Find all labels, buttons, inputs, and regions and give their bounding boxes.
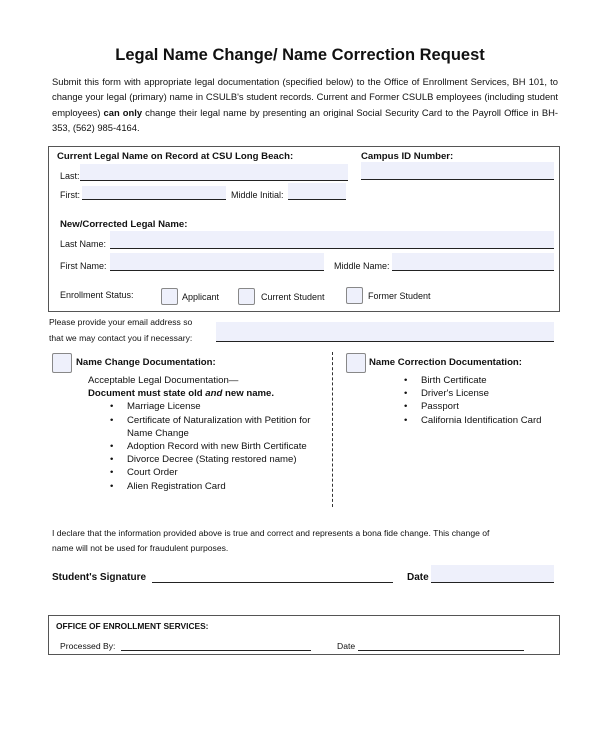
email-label-1: Please provide your email address so [49,317,193,327]
new-last-name-field[interactable] [110,231,554,249]
signature-date-label: Date [407,572,429,583]
intro-paragraph [52,74,558,135]
office-heading: OFFICE OF ENROLLMENT SERVICES: [56,621,209,631]
current-student-label: Current Student [261,292,325,302]
processed-by-label: Processed By: [60,641,116,651]
must-text-c: new name. [222,388,275,399]
former-student-checkbox[interactable] [346,287,363,304]
current-student-checkbox[interactable] [238,288,255,305]
signature-date-field[interactable] [431,565,554,583]
bullet-icon: • [110,401,114,412]
list-item: Adoption Record with new Birth Certificate [127,441,307,452]
enrollment-status-label: Enrollment Status: [60,290,134,300]
signature-line[interactable] [152,582,393,583]
list-item: Alien Registration Card [127,481,226,492]
name-correction-heading: Name Correction Documentation: [369,357,522,368]
list-item: Name Change [127,428,189,439]
email-label-2: that we may contact you if necessary: [49,333,193,343]
processed-by-line[interactable] [121,650,311,651]
list-item: Court Order [127,467,178,478]
office-date-line[interactable] [358,650,524,651]
current-first-name-field[interactable] [82,186,226,200]
applicant-checkbox[interactable] [161,288,178,305]
former-student-label: Former Student [368,291,431,301]
name-change-checkbox[interactable] [52,353,72,373]
list-item: Birth Certificate [421,375,487,386]
bullet-icon: • [110,415,114,426]
first-label: First: [60,190,80,200]
intro-text: Submit this form with appropriate legal documentation (specified below) to the Office of Enrollment Services, BH 101, to change your legal (primary) name in CSULB's student records. Current and Former CSULB employees (including student employees) [52,76,558,118]
list-item: Passport [421,401,459,412]
campus-id-label: Campus ID Number: [361,151,454,162]
current-last-name-field[interactable] [80,164,348,181]
list-item: Divorce Decree (Stating restored name) [127,454,297,465]
bullet-icon: • [404,375,408,386]
new-name-heading: New/Corrected Legal Name: [60,219,188,230]
new-last-label: Last Name: [60,239,107,249]
list-item: California Identification Card [421,415,542,426]
must-text-and: and [205,388,223,399]
bullet-icon: • [404,401,408,412]
new-middle-name-field[interactable] [392,253,554,271]
bullet-icon: • [110,454,114,465]
campus-id-field[interactable] [361,162,554,180]
last-label: Last: [60,171,80,181]
new-first-name-field[interactable] [110,253,324,271]
bullet-icon: • [110,481,114,492]
current-name-heading: Current Legal Name on Record at CSU Long Beach: [57,151,294,162]
email-field[interactable] [216,322,554,342]
list-item: Certificate of Naturalization with Petition for [127,415,311,426]
acceptable-docs-text: Acceptable Legal Documentation— [88,375,239,386]
declaration-line-2: name will not be used for fraudulent purposes. [52,543,229,553]
section-divider [332,352,333,507]
bullet-icon: • [404,388,408,399]
bullet-icon: • [110,441,114,452]
signature-label: Student's Signature [52,572,147,583]
must-text-a: Document must state old [88,388,206,399]
current-middle-initial-field[interactable] [288,183,346,200]
middle-initial-label: Middle Initial: [231,190,284,200]
applicant-label: Applicant [182,292,220,302]
office-date-label: Date [337,641,356,651]
name-change-heading: Name Change Documentation: [76,357,216,368]
bullet-icon: • [110,467,114,478]
intro-text-end: change their legal name by presenting an original Social Security Card to the Payroll Office in BH-353, (562) 985-4164. [52,106,558,133]
page-title: Legal Name Change/ Name Correction Request [115,46,485,64]
bullet-icon: • [404,415,408,426]
new-middle-label: Middle Name: [334,261,390,271]
name-correction-checkbox[interactable] [346,353,366,373]
intro-bold: can only [103,106,143,118]
new-first-label: First Name: [60,261,107,271]
document-must-state [88,388,274,399]
list-item: Marriage License [127,401,201,412]
declaration-line-1: I declare that the information provided above is true and correct and represents a bona fide change. This change of [52,528,490,538]
list-item: Driver's License [421,388,489,399]
